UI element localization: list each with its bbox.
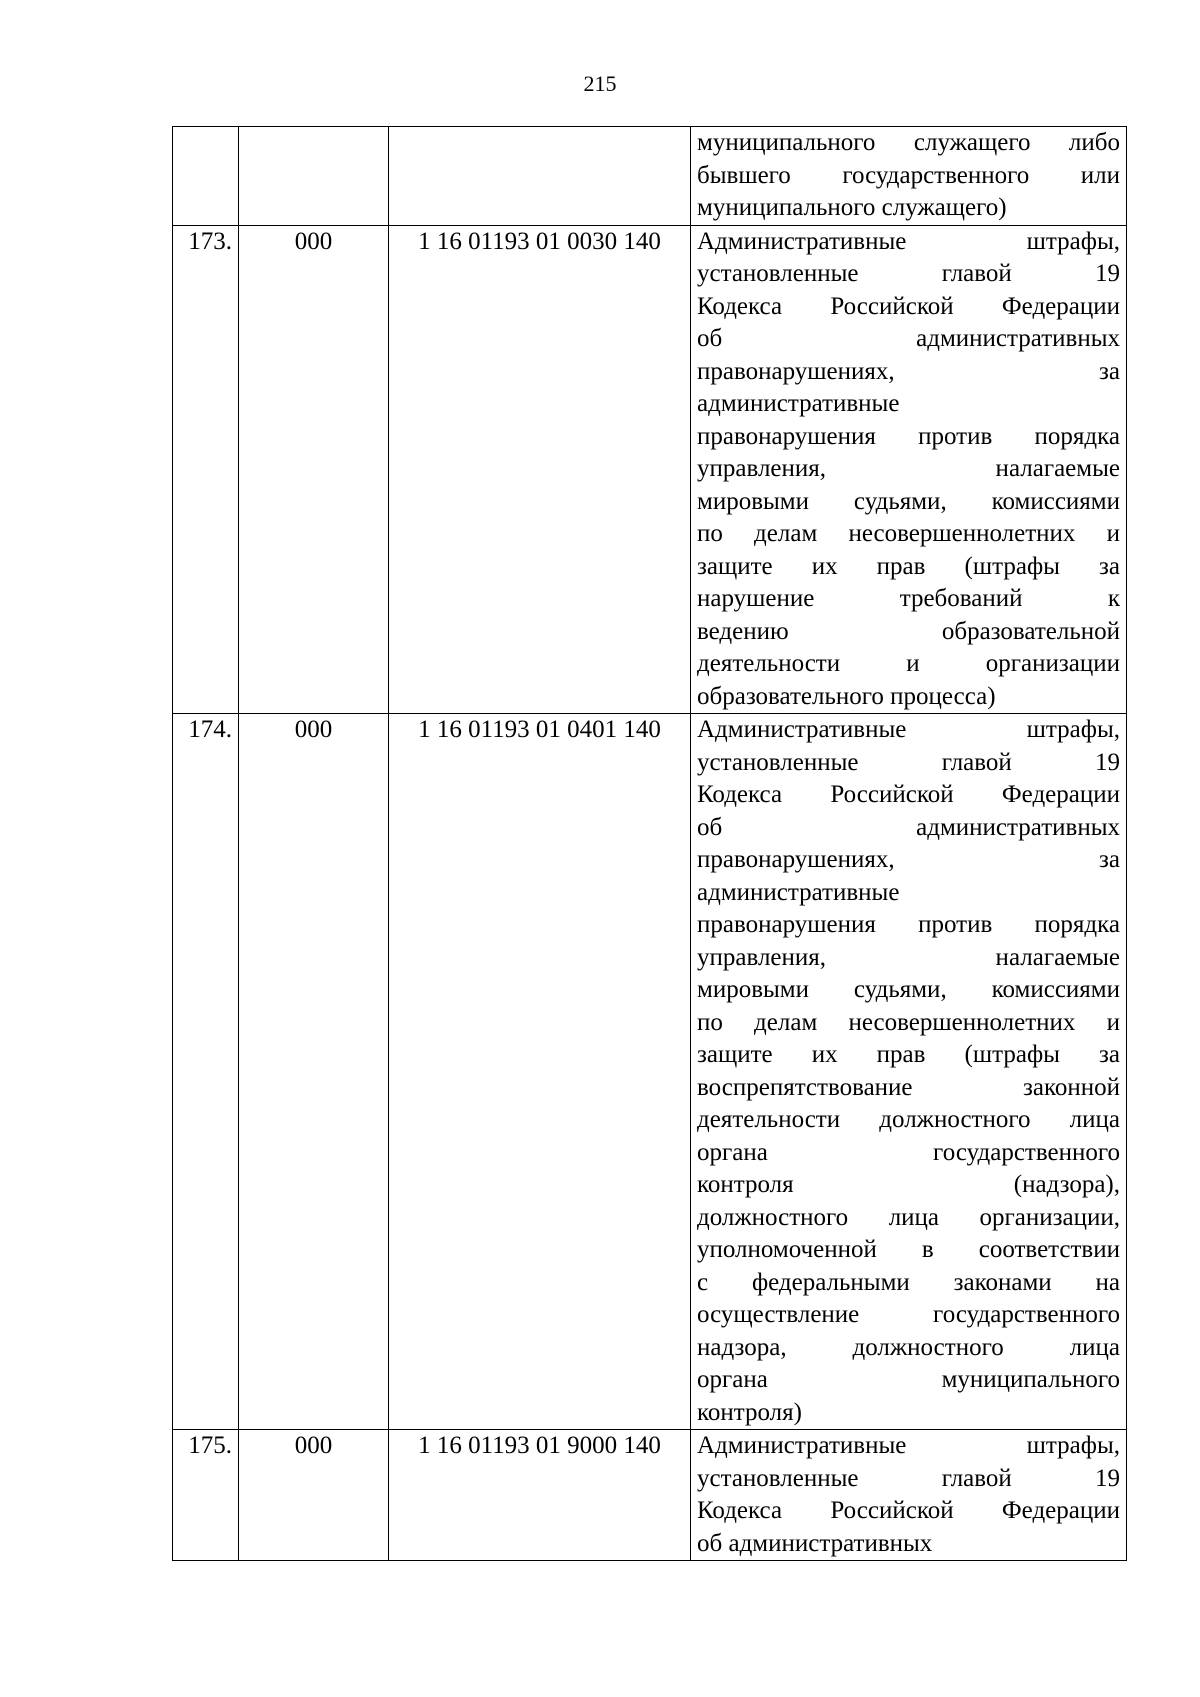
description-line: муниципального служащего)	[697, 194, 1007, 221]
table-row	[173, 714, 1127, 1430]
table-row	[173, 1430, 1127, 1561]
description-line: об административных	[697, 813, 1120, 841]
description-cell	[691, 127, 1127, 226]
description-line: по делам несовершеннолетних и	[697, 520, 1120, 547]
description-line: правонарушения против порядка	[697, 422, 1120, 450]
table-row	[173, 127, 1127, 226]
description-line: с федеральными законами на	[697, 1268, 1120, 1296]
description-line: Административные штрафы,	[697, 1432, 1120, 1459]
description-line: об административных	[697, 325, 1120, 352]
description-line: Кодекса Российской Федерации	[697, 781, 1120, 808]
description-line: мировыми судьями, комиссиями	[697, 976, 1120, 1003]
description-line: деятельности должностного лица	[697, 1106, 1120, 1133]
table-row	[173, 225, 1127, 714]
admin-code-cell-text: 000	[294, 1432, 333, 1459]
description-line: установленные главой 19	[697, 260, 1120, 287]
admin-code-cell	[239, 1430, 389, 1561]
description-line: контроля)	[697, 1398, 802, 1426]
description-line: нарушение требований к	[697, 585, 1120, 612]
description-line: контроля (надзора),	[697, 1171, 1120, 1198]
row-number-cell-text: 175.	[188, 1432, 232, 1459]
description-line: образовательного процесса)	[697, 682, 996, 710]
description-line: управления, налагаемые	[697, 943, 1120, 971]
admin-code-cell-text: 000	[294, 716, 333, 743]
description-line: правонарушения против порядка	[697, 911, 1120, 938]
description-line: об административных	[697, 1529, 933, 1557]
admin-code-cell-text: 000	[294, 227, 333, 255]
row-number-cell	[173, 714, 239, 1430]
kbk-code-cell	[389, 225, 691, 714]
description-line: бывшего государственного или	[697, 161, 1120, 189]
description-line: надзора, должностного лица	[697, 1333, 1120, 1361]
admin-code-cell	[239, 127, 389, 226]
description-line: уполномоченной в соответствии	[697, 1236, 1120, 1263]
kbk-code-cell-text: 1 16 01193 01 0401 140	[418, 716, 661, 743]
description-line: органа муниципального	[697, 1366, 1120, 1393]
page-number: 215	[583, 71, 617, 96]
kbk-code-cell-text: 1 16 01193 01 0030 140	[418, 227, 661, 255]
description-line: Кодекса Российской Федерации	[697, 292, 1120, 320]
description-line: защите их прав (штрафы за	[697, 1041, 1120, 1068]
kbk-code-cell	[389, 714, 691, 1430]
description-line: осуществление государственного	[697, 1301, 1120, 1328]
description-line: административные	[697, 878, 900, 906]
description-line: органа государственного	[697, 1138, 1120, 1166]
description-line: должностного лица организации,	[697, 1203, 1120, 1231]
description-line: защите их прав (штрафы за	[697, 552, 1120, 580]
description-cell	[691, 1430, 1127, 1561]
description-line: правонарушениях, за	[697, 357, 1120, 385]
description-cell	[691, 225, 1127, 714]
description-line: воспрепятствование законной	[697, 1073, 1120, 1101]
description-line: установленные главой 19	[697, 1464, 1120, 1492]
description-line: Кодекса Российской Федерации	[697, 1497, 1120, 1524]
row-number-cell	[173, 225, 239, 714]
row-number-cell-text: 173.	[188, 227, 232, 255]
row-number-cell	[173, 1430, 239, 1561]
table-body	[173, 127, 1127, 1561]
admin-code-cell	[239, 714, 389, 1430]
row-number-cell	[173, 127, 239, 226]
description-line: правонарушениях, за	[697, 846, 1120, 873]
description-line: деятельности и организации	[697, 650, 1120, 677]
description-line: Административные штрафы,	[697, 716, 1120, 743]
description-line: установленные главой 19	[697, 748, 1120, 776]
description-line: управления, налагаемые	[697, 455, 1120, 482]
description-line: по делам несовершеннолетних и	[697, 1008, 1120, 1036]
kbk-code-cell	[389, 127, 691, 226]
kbk-code-cell-text: 1 16 01193 01 9000 140	[418, 1432, 661, 1459]
description-line: Административные штрафы,	[697, 227, 1120, 255]
description-line: ведению образовательной	[697, 617, 1120, 645]
row-number-cell-text: 174.	[188, 716, 232, 743]
description-line: административные	[697, 390, 900, 417]
budget-codes-table	[172, 126, 1127, 1561]
admin-code-cell	[239, 225, 389, 714]
description-cell	[691, 714, 1127, 1430]
kbk-code-cell	[389, 1430, 691, 1561]
description-line: мировыми судьями, комиссиями	[697, 487, 1120, 515]
description-line: муниципального служащего либо	[697, 129, 1120, 156]
